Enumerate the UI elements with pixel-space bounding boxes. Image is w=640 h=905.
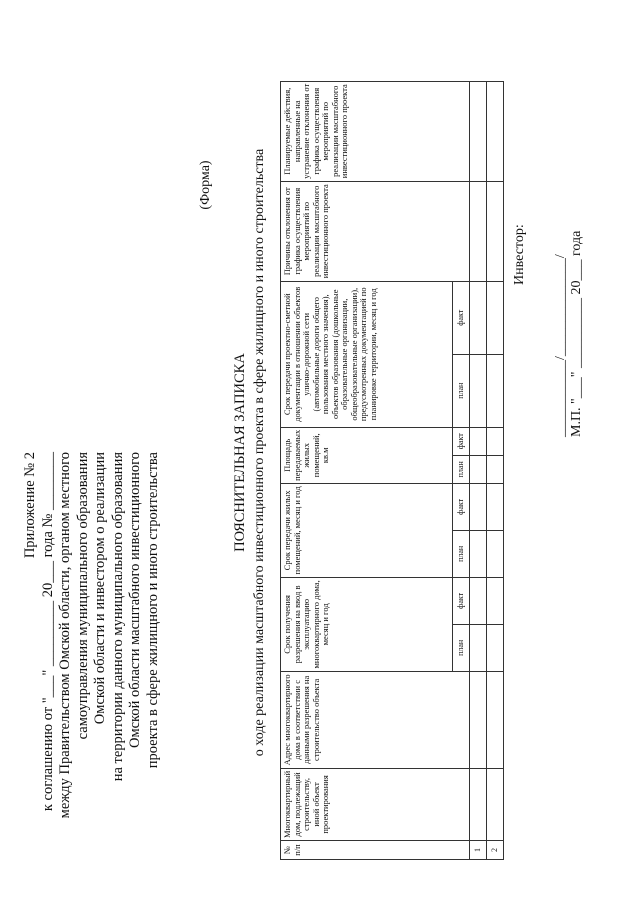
sub-plan: план [453, 455, 470, 483]
sub-fact: факт [453, 427, 470, 455]
row-number: 1 [470, 841, 487, 860]
header-line: Омской области и инвестором о реализации [92, 452, 108, 725]
signature-line [553, 231, 585, 437]
investor-label: Инвестор: [512, 224, 527, 285]
col-object: Многоквартирный дом, подлежащий строительству, иной объект проектирования [281, 768, 470, 840]
col-num: № п/п [281, 841, 470, 860]
sub-fact: факт [453, 281, 470, 354]
col-transfer: Срок передачи жилых помещений, месяц и год [281, 483, 453, 577]
header-line: Приложение № 2 [22, 452, 38, 559]
header-line: между Правительством Омской области, органом местного [57, 452, 73, 819]
sub-plan: план [453, 530, 470, 577]
signature-slashes: ___________/______________/ [553, 254, 568, 437]
header-line: Омской области масштабного инвестиционного [127, 452, 143, 749]
col-area: Площадь передаваемых жилых помещений, кв.м [281, 427, 453, 483]
header-line: к соглашению от "___" _________ 20___ года № ________ [39, 452, 56, 812]
report-table [280, 81, 504, 860]
col-address: Адрес многоквартирного дома в соответствии с данными разрешения на строительство объекта [281, 671, 470, 768]
form-label: (Форма) [198, 160, 213, 210]
table-header-row [281, 81, 453, 859]
header-line: самоуправления муниципального образования [74, 452, 91, 740]
col-reasons: Причины отклонения от графика осуществления мероприятий по реализации масштабного инвестиционного проекта [281, 181, 470, 281]
signature-date: М.П. "___" __________ 20___ года [569, 230, 584, 437]
header-block [22, 452, 162, 818]
document-subtitle: о ходе реализации масштабного инвестиционного проекта в сфере жилищного и иного строительства [252, 148, 267, 757]
col-planned: Планируемые действия, направленные на устранение отклонения от графика осуществления мероприятий по реализации масштабного инвестиционного проекта [281, 81, 470, 181]
col-permit: Срок получения разрешения на ввод в эксплуатацию многоквартирного дома, месяц и год [281, 577, 453, 671]
sub-plan: план [453, 354, 470, 427]
sub-fact: факт [453, 483, 470, 530]
sub-fact: факт [453, 577, 470, 624]
header-line: проекта в сфере жилищного и иного строительства [144, 452, 161, 769]
col-docs: Срок передачи проектно-сметной документации в отношении объектов улично-дорожной сети (автомобильные дороги общего пользования местного значения), объектов образования (дошкольные образовательные организации, общеобразовательные организации), предусмотренных документацией по планировке территории, месяц и год [281, 281, 453, 427]
sub-plan: план [453, 624, 470, 671]
document-title: ПОЯСНИТЕЛЬНАЯ ЗАПИСКА [232, 353, 248, 552]
table-row [470, 81, 487, 859]
header-line: на территории данного муниципального образования [109, 452, 126, 782]
row-number: 2 [487, 841, 504, 860]
table-row [487, 81, 504, 859]
